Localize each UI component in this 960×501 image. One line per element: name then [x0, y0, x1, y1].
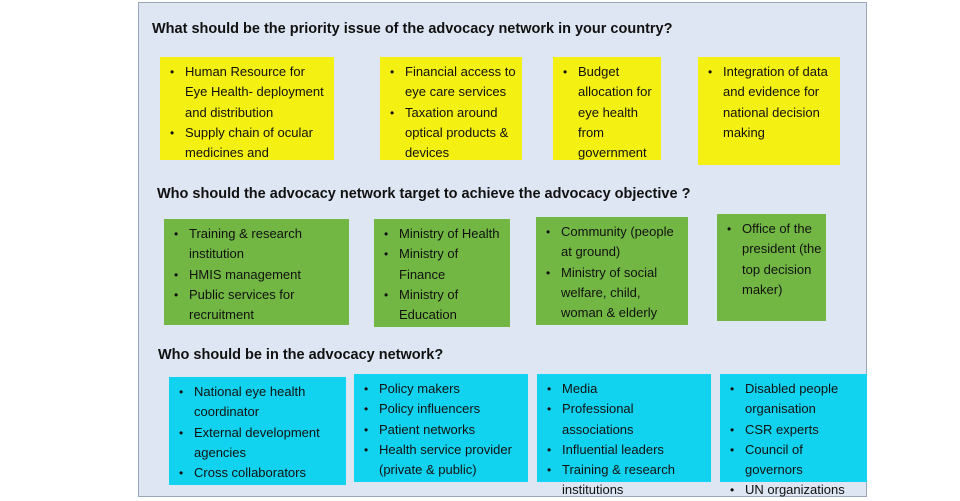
list-item: • Training & research institutions [543, 460, 707, 501]
list-item: • Public services for recruitment [170, 285, 345, 326]
list-item: • Taxation around optical products & devices [386, 103, 518, 164]
target-card-3 [536, 217, 688, 325]
list-item: • Patient networks [360, 420, 524, 440]
list-item: • CSR experts [726, 420, 863, 440]
list-item: • National eye health coordinator [175, 382, 342, 423]
list-item: • Media [543, 379, 707, 399]
list-item: • UN organizations [726, 480, 863, 500]
list-item: • Policy makers [360, 379, 524, 399]
list-item: • Financial access to eye care services [386, 62, 518, 103]
member-card-3 [537, 374, 711, 498]
member-card-4 [720, 374, 867, 498]
list-item: • External development agencies [175, 423, 342, 464]
list-item: • Ministry of Health [380, 224, 506, 244]
member-card-1 [169, 377, 346, 485]
member-card-2 [354, 374, 528, 482]
list-item: • Supply chain of ocular medicines and [166, 123, 330, 164]
list-item: • Ministry of social welfare, child, woman & elderly [542, 263, 684, 324]
target-card-4 [717, 214, 826, 321]
list-item: • Training & research institution [170, 224, 345, 265]
list-item: • Cross collaborators [175, 463, 342, 483]
list-item: • Ministry of Education [380, 285, 506, 326]
list-item: • Council of governors [726, 440, 863, 481]
section-2-heading: Who should the advocacy network target to achieve the advocacy objective ? [157, 186, 691, 202]
target-card-1 [164, 219, 349, 325]
priority-card-4 [698, 57, 840, 165]
list-item: • Human Resource for Eye Health- deployment and distribution [166, 62, 330, 123]
list-item: • Ministry of Finance [380, 244, 506, 285]
list-item: • Professional associations [543, 399, 707, 440]
priority-card-3 [553, 57, 661, 160]
list-item: • Influential leaders [543, 440, 707, 460]
list-item: • Health service provider (private & public) [360, 440, 524, 481]
list-item: • Community (people at ground) [542, 222, 684, 263]
list-item: • Disabled people organisation [726, 379, 863, 420]
priority-card-1 [160, 57, 334, 160]
list-item: • Office of the president (the top decision maker) [723, 219, 822, 300]
list-item: • Integration of data and evidence for national decision making [704, 62, 836, 143]
section-3-heading: Who should be in the advocacy network? [158, 347, 444, 363]
list-item: • HMIS management [170, 265, 345, 285]
section-1-heading: What should be the priority issue of the advocacy network in your country? [152, 21, 673, 37]
list-item: • Policy influencers [360, 399, 524, 419]
list-item: • Budget allocation for eye health from government [559, 62, 657, 163]
target-card-2 [374, 219, 510, 327]
priority-card-2 [380, 57, 522, 160]
